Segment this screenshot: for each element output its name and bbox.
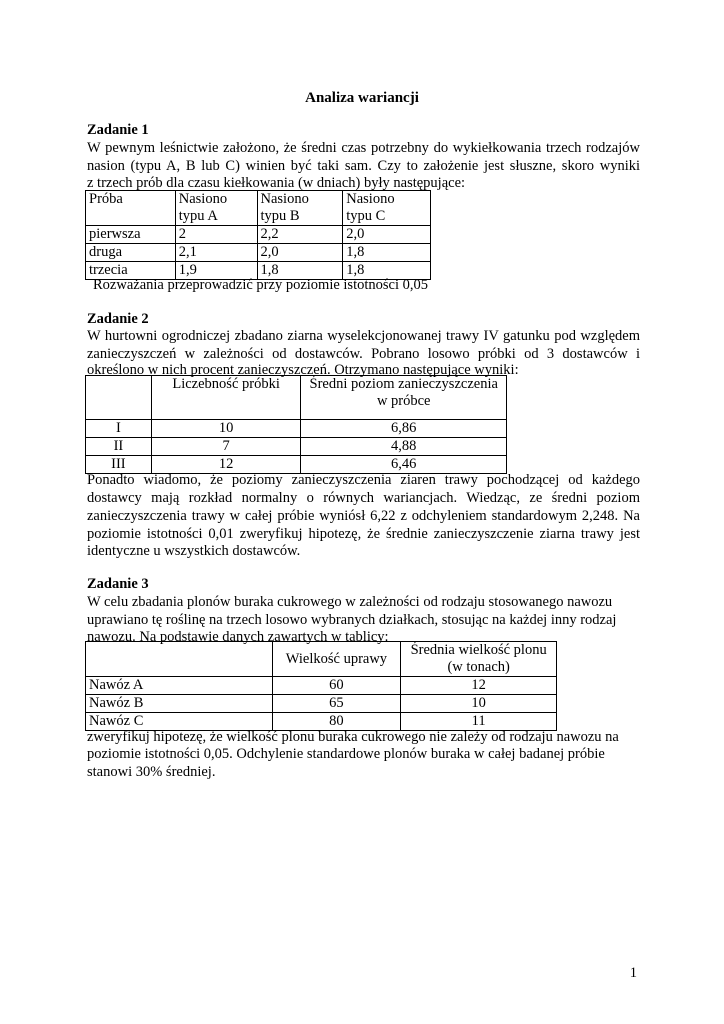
table-cell: pierwsza (86, 226, 176, 244)
task-2-line: W hurtowni ogrodniczej zbadano ziarna wyselekcjonowanej trawy IV gatunku pod względem (87, 328, 640, 344)
table-cell: 1,8 (343, 262, 431, 280)
table-cell: 10 (401, 695, 557, 713)
table-cell: 1,9 (175, 262, 257, 280)
task-1-line: z trzech prób dla czasu kiełkowania (w dniach) były następujące: (87, 175, 466, 191)
table-header-cell: Liczebność próbki (151, 376, 301, 420)
task-2-table (85, 375, 507, 474)
table-header-cell: Wielkość uprawy (272, 642, 401, 677)
task-2-line: poziomie istotności 0,01 zweryfikuj hipotezę, że średnie zanieczyszczenie ziarna trawy jest (87, 526, 640, 542)
table-cell: III (86, 456, 152, 474)
table-cell: 6,86 (301, 420, 507, 438)
page-number: 1 (629, 965, 637, 981)
table-header-cell: Nasiono typu B (257, 191, 343, 226)
table-cell: 80 (272, 713, 401, 731)
table-header-cell (86, 376, 152, 420)
table-header-row (86, 376, 507, 420)
task-2-line: identyczne u wszystkich dostawców. (87, 543, 301, 559)
task-2-heading: Zadanie 2 (87, 311, 149, 327)
task-1-line: W pewnym leśnictwie założono, że średni czas potrzebny do wykiełkowania trzech rodzajów (87, 140, 640, 156)
task-3-table (85, 641, 557, 731)
table-header-cell: Nasiono typu C (343, 191, 431, 226)
table-header-row (86, 642, 557, 677)
task-1-heading: Zadanie 1 (87, 122, 149, 138)
table-cell: II (86, 438, 152, 456)
table-header-cell: Średnia wielkość plonu (w tonach) (401, 642, 557, 677)
task-3-line: stanowi 30% średniej. (87, 764, 216, 780)
table-cell: 60 (272, 677, 401, 695)
table-row (86, 695, 557, 713)
table-cell: 2,0 (343, 226, 431, 244)
task-3-line: nawozu. Na podstawie danych zawartych w tablicy: (87, 629, 389, 645)
task-3-line: W celu zbadania plonów buraka cukrowego w zależności od rodzaju stosowanego nawozu (87, 594, 613, 610)
table-header-row (86, 191, 431, 226)
table-cell: Nawóz B (86, 695, 273, 713)
table-cell: 1,8 (257, 262, 343, 280)
task-3-line: poziomie istotności 0,05. Odchylenie standardowe plonów buraka w całej badanej próbie (87, 746, 605, 762)
table-cell: I (86, 420, 152, 438)
table-cell: 4,88 (301, 438, 507, 456)
task-2-line: zanieczyszczenia trawy w całej próbie wyniósł 6,22 z odchyleniem standardowym 2,248. Na (87, 508, 640, 524)
table-row (86, 677, 557, 695)
table-header-cell: Nasiono typu A (175, 191, 257, 226)
table-row (86, 438, 507, 456)
table-row (86, 420, 507, 438)
table-cell: Nawóz A (86, 677, 273, 695)
task-2-line: zanieczyszczeń w zależności od dostawców. Pobrano losowo próbki od 3 dostawców i (87, 346, 640, 362)
table-cell: 12 (151, 456, 301, 474)
table-row (86, 244, 431, 262)
table-cell: druga (86, 244, 176, 262)
table-cell: 10 (151, 420, 301, 438)
task-3-heading: Zadanie 3 (87, 576, 149, 592)
task-1-table (85, 190, 431, 280)
table-cell: 65 (272, 695, 401, 713)
table-cell: 12 (401, 677, 557, 695)
task-1-line: nasion (typu A, B lub C) winien być taki sam. Czy to założenie jest słuszne, skoro wyniki (87, 158, 640, 174)
table-cell: 11 (401, 713, 557, 731)
table-header-cell: Średni poziom zanieczyszczenia w próbce (301, 376, 507, 420)
table-header-cell: Próba (86, 191, 176, 226)
task-1-note: Rozważania przeprowadzić przy poziomie istotności 0,05 (93, 277, 428, 293)
task-3-line: uprawiano tę roślinę na trzech losowo wybranych działkach, stosując na każdej inny rodzaj (87, 612, 617, 628)
table-cell: trzecia (86, 262, 176, 280)
task-3-line: zweryfikuj hipotezę, że wielkość plonu buraka cukrowego nie zależy od rodzaju nawozu na (87, 729, 619, 745)
task-2-line: dostawcy mają rozkład normalny o równych wariancjach. Wiedząc, ze średni poziom (87, 490, 640, 506)
task-2-line: Ponadto wiadomo, że poziomy zanieczyszczenia ziaren trawy pochodzącej od każdego (87, 472, 640, 488)
table-cell: 2,1 (175, 244, 257, 262)
table-cell: 7 (151, 438, 301, 456)
table-cell: 2,2 (257, 226, 343, 244)
table-row (86, 226, 431, 244)
task-2-line: określono w nich procent zanieczyszczeń. Otrzymano następujące wyniki: (87, 362, 519, 378)
table-cell: 1,8 (343, 244, 431, 262)
table-header-cell (86, 642, 273, 677)
table-cell: 2,0 (257, 244, 343, 262)
table-cell: 2 (175, 226, 257, 244)
document-title: Analiza wariancji (305, 90, 419, 106)
table-cell: 6,46 (301, 456, 507, 474)
table-cell: Nawóz C (86, 713, 273, 731)
